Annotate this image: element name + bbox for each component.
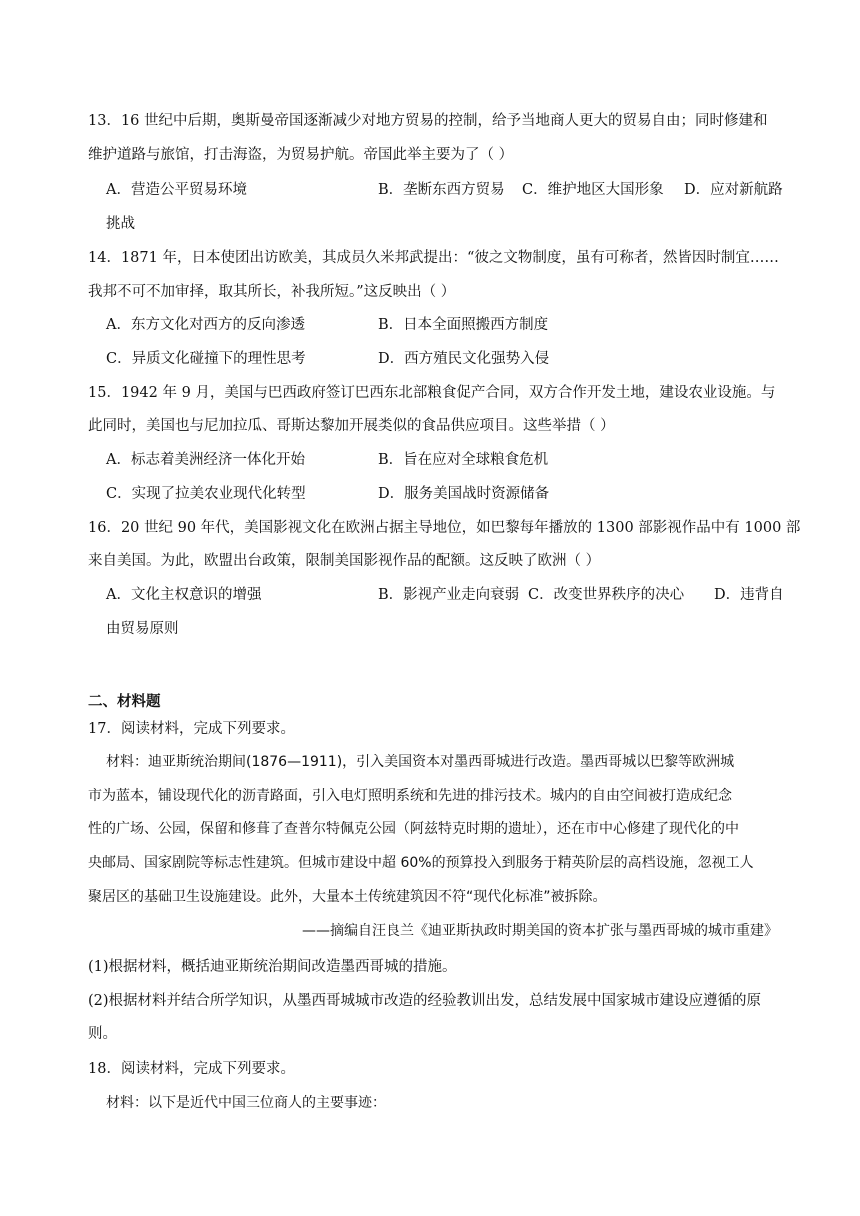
section-heading: 二、材料题 — [88, 693, 161, 710]
q16-option-c: C．改变世界秩序的决心 — [528, 587, 685, 603]
q17-material-line: 央邮局、国家剧院等标志性建筑。但城市建设中超 60%的预算投入到服务于精英阶层的高档设施，忽视工人 — [88, 855, 754, 871]
q17-requirement-2-line1: (2)根据材料并结合所学知识，从墨西哥城城市改造的经验教训出发，总结发展中国家城市建设应遵循的原 — [88, 993, 762, 1009]
q17-material-line: 聚居区的基础卫生设施建设。此外，大量本土传统建筑因不符“现代化标准”被拆除。 — [88, 889, 607, 905]
q13-option-a: A．营造公平贸易环境 — [106, 182, 247, 198]
q17-requirement-1: (1)根据材料，概括迪亚斯统治期间改造墨西哥城的措施。 — [88, 959, 457, 975]
q18-intro: 18．阅读材料，完成下列要求。 — [88, 1061, 295, 1077]
q16-option-d-continued: 由贸易原则 — [106, 621, 179, 637]
q15-stem-line1: 15．1942 年 9 月，美国与巴西政府签订巴西东北部粮食促产合同，双方合作开发土地，建设农业设施。与 — [88, 385, 776, 401]
q17-intro: 17．阅读材料，完成下列要求。 — [88, 721, 295, 737]
q15-option-c: C．实现了拉美农业现代化转型 — [106, 486, 306, 502]
q14-option-d: D．西方殖民文化强势入侵 — [378, 351, 550, 367]
q13-option-d-continued: 挑战 — [106, 216, 135, 232]
q13-option-d: D．应对新航路 — [684, 182, 783, 198]
q17-requirement-2-line2: 则。 — [88, 1026, 117, 1042]
q16-option-b: B．影视产业走向衰弱 — [378, 587, 520, 603]
q14-stem-line1: 14．1871 年，日本使团出访欧美，其成员久米邦武提出：“彼之文物制度，虽有可称者，然皆因时制宜…… — [88, 250, 779, 266]
q18-material-line: 材料：以下是近代中国三位商人的主要事迹： — [106, 1095, 386, 1111]
q16-option-d: D．违背自 — [714, 587, 784, 603]
q15-option-b: B．旨在应对全球粮食危机 — [378, 452, 549, 468]
q16-option-a: A．文化主权意识的增强 — [106, 587, 262, 603]
q15-option-d: D．服务美国战时资源储备 — [378, 486, 550, 502]
q17-material-line: 市为蓝本，铺设现代化的沥青路面，引入电灯照明系统和先进的排污技术。城内的自由空间被打造成纪念 — [88, 788, 732, 804]
q16-stem-line1: 16．20 世纪 90 年代，美国影视文化在欧洲占据主导地位，如巴黎每年播放的 1300 部影视作品中有 1000 部 — [88, 520, 801, 536]
q14-option-a: A．东方文化对西方的反向渗透 — [106, 317, 305, 333]
q14-option-b: B．日本全面照搬西方制度 — [378, 317, 549, 333]
q15-stem-line2: 此同时，美国也与尼加拉瓜、哥斯达黎加开展类似的食品供应项目。这些举措（ ） — [88, 418, 615, 434]
q15-option-a: A．标志着美洲经济一体化开始 — [106, 452, 305, 468]
q13-stem-line1: 13．16 世纪中后期，奥斯曼帝国逐渐减少对地方贸易的控制，给予当地商人更大的贸易自由；同时修建和 — [88, 113, 768, 129]
q17-source-citation: ——摘编自汪良兰《迪亚斯执政时期美国的资本扩张与墨西哥城的城市重建》 — [302, 923, 778, 939]
q13-option-b: B．垄断东西方贸易 — [378, 182, 505, 198]
q13-option-c: C．维护地区大国形象 — [522, 182, 664, 198]
q13-stem-line2: 维护道路与旅馆，打击海盗，为贸易护航。帝国此举主要为了（ ） — [88, 147, 514, 163]
q14-stem-line2: 我邦不可不加审择，取其所长，补我所短。”这反映出（ ） — [88, 284, 456, 300]
q17-material-line: 性的广场、公园，保留和修葺了查普尔特佩克公园（阿兹特克时期的遗址），还在市中心修建了现代化的中 — [88, 821, 739, 837]
q14-option-c: C．异质文化碰撞下的理性思考 — [106, 351, 306, 367]
q17-material-line: 材料：迪亚斯统治期间(1876—1911)，引入美国资本对墨西哥城进行改造。墨西哥城以巴黎等欧洲城 — [106, 754, 735, 770]
q16-stem-line2: 来自美国。为此，欧盟出台政策，限制美国影视作品的配额。这反映了欧洲（ ） — [88, 553, 601, 569]
